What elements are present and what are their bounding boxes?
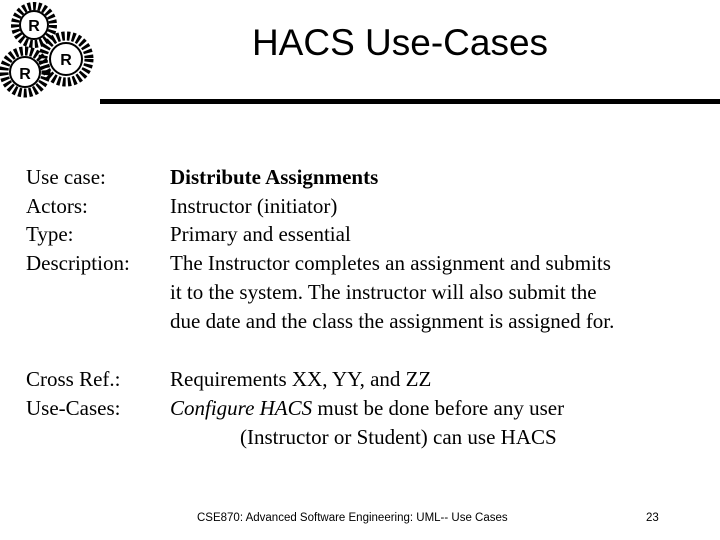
slide-title: HACS Use-Cases bbox=[251, 22, 549, 63]
description-line: due date and the class the assignment is assigned for. bbox=[170, 309, 615, 333]
description-line: it to the system. The instructor will also submit the bbox=[170, 280, 597, 304]
gears-logo bbox=[0, 0, 110, 105]
gear-letter: R bbox=[19, 66, 31, 83]
use-case-label: Use case: bbox=[26, 165, 106, 189]
type-value: Primary and essential bbox=[170, 222, 351, 246]
gear-letter: R bbox=[28, 18, 40, 35]
type-label: Type: bbox=[26, 222, 74, 246]
use-case-reference: Configure HACS bbox=[170, 396, 313, 420]
gear-letter: R bbox=[60, 52, 72, 69]
use-cases-continuation: (Instructor or Student) can use HACS bbox=[240, 425, 557, 449]
actors-value: Instructor (initiator) bbox=[170, 194, 338, 218]
cross-ref-value: Requirements XX, YY, and ZZ bbox=[170, 367, 432, 391]
use-cases-value bbox=[170, 394, 564, 423]
cross-ref-label: Cross Ref.: bbox=[26, 367, 121, 391]
title-divider bbox=[100, 99, 720, 104]
use-case-value: Distribute Assignments bbox=[170, 165, 379, 189]
description-line: The Instructor completes an assignment and submits bbox=[170, 251, 611, 275]
footer-course: CSE870: Advanced Software Engineering: UML-- Use Cases bbox=[197, 512, 508, 524]
use-cases-text: must be done before any user bbox=[312, 396, 565, 420]
description-label: Description: bbox=[26, 251, 130, 275]
use-cases-label: Use-Cases: bbox=[26, 396, 121, 420]
actors-label: Actors: bbox=[26, 194, 88, 218]
page-number: 23 bbox=[646, 512, 659, 524]
